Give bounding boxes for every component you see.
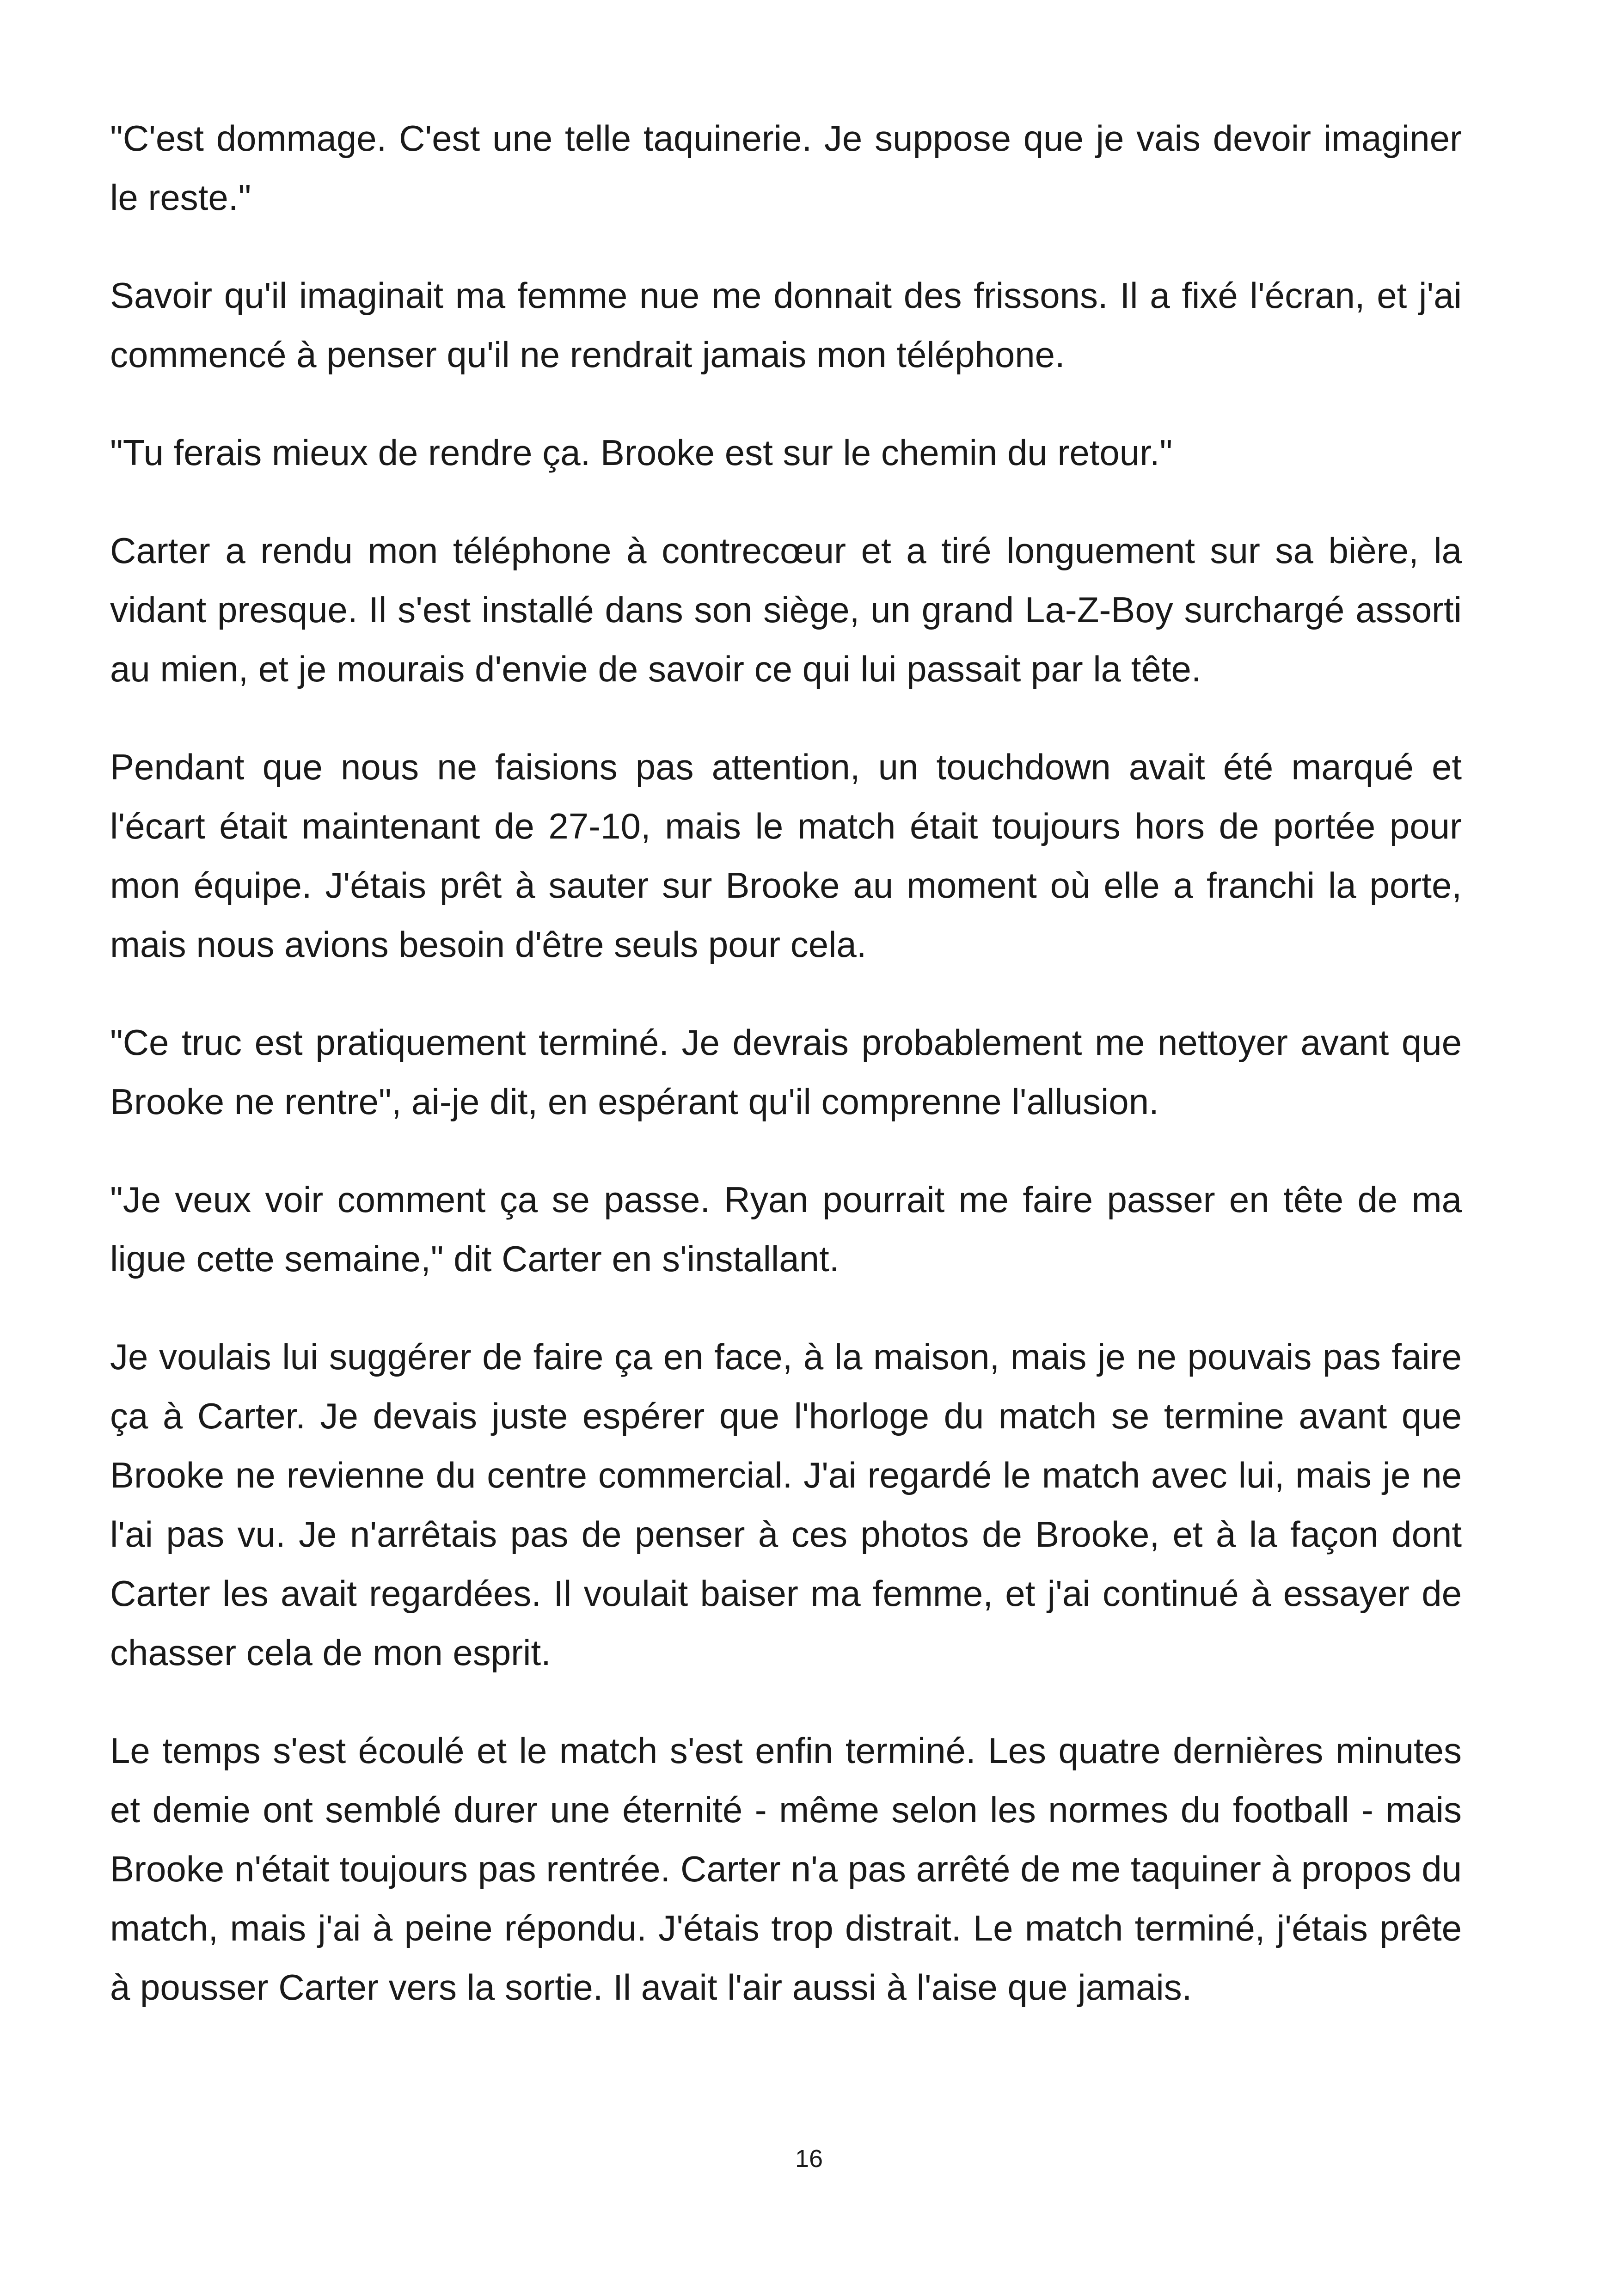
paragraph-9: Le temps s'est écoulé et le match s'est enfin terminé. Les quatre dernières minutes et demie ont semblé durer une éternité - même selon les normes du football - mais Brooke n'était toujours pas rentrée. Carter n'a pas arrêté de me taquiner à propos du match, mais j'ai à peine répondu. J'étais trop distrait. Le match terminé, j'étais prête à pousser Carter vers la sortie. Il avait l'air aussi à l'aise que jamais. — [110, 1730, 1462, 2008]
paragraph-3: "Tu ferais mieux de rendre ça. Brooke est sur le chemin du retour." — [110, 432, 1173, 473]
paragraph-6: "Ce truc est pratiquement terminé. Je devrais probablement me nettoyer avant que Brooke ne rentre", ai-je dit, en espérant qu'il comprenne l'allusion. — [110, 1022, 1462, 1122]
paragraph-7: "Je veux voir comment ça se passe. Ryan pourrait me faire passer en tête de ma ligue cette semaine," dit Carter en s'installant. — [110, 1179, 1462, 1279]
paragraph-2: Savoir qu'il imaginait ma femme nue me donnait des frissons. Il a fixé l'écran, et j'ai commencé à penser qu'il ne rendrait jamais mon téléphone. — [110, 275, 1462, 375]
body-text — [110, 109, 1462, 2017]
paragraph-5: Pendant que nous ne faisions pas attention, un touchdown avait été marqué et l'écart était maintenant de 27-10, mais le match était toujours hors de portée pour mon équipe. J'étais prêt à sauter sur Brooke au moment où elle a franchi la porte, mais nous avions besoin d'être seuls pour cela. — [110, 747, 1462, 965]
page-number: 16 — [795, 2145, 823, 2173]
paragraph-1: "C'est dommage. C'est une telle taquinerie. Je suppose que je vais devoir imaginer le reste." — [110, 118, 1462, 218]
paragraph-8: Je voulais lui suggérer de faire ça en face, à la maison, mais je ne pouvais pas faire ça à Carter. Je devais juste espérer que l'horloge du match se termine avant que Brooke ne revienne du centre commercial. J'ai regardé le match avec lui, mais je ne l'ai pas vu. Je n'arrêtais pas de penser à ces photos de Brooke, et à la façon dont Carter les avait regardées. Il voulait baiser ma femme, et j'ai continué à essayer de chasser cela de mon esprit. — [110, 1336, 1462, 1673]
paragraph-4: Carter a rendu mon téléphone à contrecœur et a tiré longuement sur sa bière, la vidant presque. Il s'est installé dans son siège, un grand La-Z-Boy surchargé assorti au mien, et je mourais d'envie de savoir ce qui lui passait par la tête. — [110, 530, 1462, 689]
